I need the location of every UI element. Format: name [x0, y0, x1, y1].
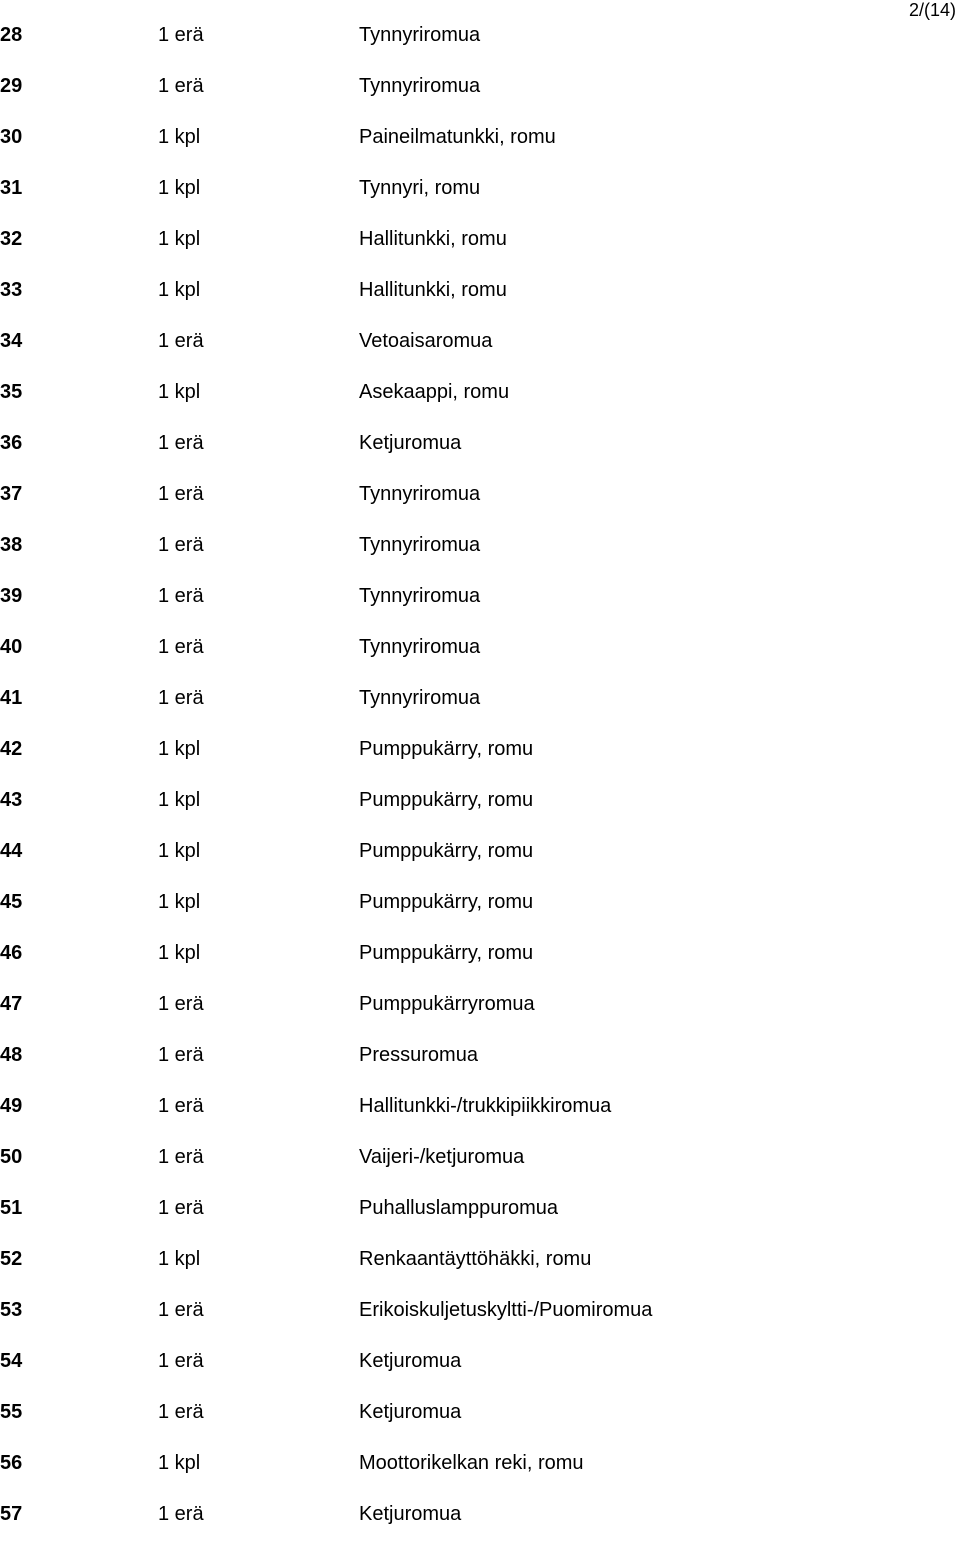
- item-number: 46: [0, 942, 23, 964]
- list-item: [0, 327, 960, 378]
- item-quantity: 1 kpl: [158, 1248, 201, 1270]
- item-quantity: 1 kpl: [158, 840, 201, 862]
- item-number: 39: [0, 585, 23, 607]
- item-number: 57: [0, 1503, 23, 1525]
- item-number: 30: [0, 126, 23, 148]
- item-description: Vetoaisaromua: [359, 330, 493, 352]
- item-quantity: 1 erä: [158, 1503, 204, 1525]
- item-quantity: 1 kpl: [158, 1452, 201, 1474]
- item-quantity: 1 erä: [158, 330, 204, 352]
- item-description: Hallitunkki-/trukkipiikkiromua: [359, 1095, 612, 1117]
- item-quantity: 1 kpl: [158, 177, 201, 199]
- item-description: Hallitunkki, romu: [359, 279, 507, 301]
- list-item: [0, 276, 960, 327]
- item-number: 45: [0, 891, 23, 913]
- item-description: Ketjuromua: [359, 432, 462, 454]
- item-number: 37: [0, 483, 23, 505]
- item-number: 50: [0, 1146, 23, 1168]
- item-number: 42: [0, 738, 23, 760]
- list-item: [0, 1296, 960, 1347]
- item-description: Vaijeri-/ketjuromua: [359, 1146, 525, 1168]
- page-number: 2/(14): [908, 0, 956, 20]
- item-description: Hallitunkki, romu: [359, 228, 507, 250]
- item-quantity: 1 erä: [158, 1146, 204, 1168]
- item-description: Tynnyriromua: [359, 24, 481, 46]
- item-quantity: 1 kpl: [158, 126, 201, 148]
- item-quantity: 1 erä: [158, 483, 204, 505]
- item-number: 32: [0, 228, 23, 250]
- list-item: [0, 1041, 960, 1092]
- item-description: Asekaappi, romu: [359, 381, 510, 403]
- item-description: Tynnyriromua: [359, 534, 481, 556]
- list-item: [0, 1194, 960, 1245]
- item-quantity: 1 erä: [158, 1044, 204, 1066]
- list-item: [0, 1449, 960, 1500]
- item-number: 31: [0, 177, 23, 199]
- list-item: [0, 684, 960, 735]
- item-description: Paineilmatunkki, romu: [359, 126, 556, 148]
- item-number: 38: [0, 534, 23, 556]
- item-number: 43: [0, 789, 23, 811]
- item-quantity: 1 erä: [158, 1095, 204, 1117]
- item-quantity: 1 kpl: [158, 381, 201, 403]
- item-number: 44: [0, 840, 23, 862]
- list-item: [0, 1092, 960, 1143]
- item-number: 35: [0, 381, 23, 403]
- item-description: Renkaantäyttöhäkki, romu: [359, 1248, 592, 1270]
- list-item: [0, 174, 960, 225]
- list-item: [0, 21, 960, 72]
- item-description: Tynnyriromua: [359, 585, 481, 607]
- list-item: [0, 633, 960, 684]
- item-description: Tynnyri, romu: [359, 177, 481, 199]
- item-quantity: 1 erä: [158, 993, 204, 1015]
- item-number: 53: [0, 1299, 23, 1321]
- list-item: [0, 990, 960, 1041]
- list-item: [0, 480, 960, 531]
- item-description: Pumppukärry, romu: [359, 738, 534, 760]
- list-item: [0, 123, 960, 174]
- item-description: Puhalluslamppuromua: [359, 1197, 559, 1219]
- item-number: 54: [0, 1350, 23, 1372]
- item-number: 40: [0, 636, 23, 658]
- item-number: 28: [0, 24, 23, 46]
- item-quantity: 1 erä: [158, 1299, 204, 1321]
- item-description: Tynnyriromua: [359, 483, 481, 505]
- list-item: [0, 429, 960, 480]
- item-number: 56: [0, 1452, 23, 1474]
- item-quantity: 1 erä: [158, 1350, 204, 1372]
- list-item: [0, 582, 960, 633]
- item-number: 36: [0, 432, 23, 454]
- item-quantity: 1 kpl: [158, 228, 201, 250]
- list-item: [0, 225, 960, 276]
- item-quantity: 1 erä: [158, 636, 204, 658]
- item-description: Ketjuromua: [359, 1401, 462, 1423]
- list-item: [0, 1500, 960, 1551]
- list-item: [0, 837, 960, 888]
- item-number: 55: [0, 1401, 23, 1423]
- item-description: Pressuromua: [359, 1044, 478, 1066]
- item-quantity: 1 erä: [158, 1197, 204, 1219]
- item-quantity: 1 erä: [158, 24, 204, 46]
- item-quantity: 1 erä: [158, 687, 204, 709]
- list-item: [0, 1398, 960, 1449]
- item-description: Erikoiskuljetuskyltti-/Puomiromua: [359, 1299, 653, 1321]
- item-description: Pumppukärryromua: [359, 993, 535, 1015]
- item-description: Pumppukärry, romu: [359, 891, 534, 913]
- list-item: [0, 1245, 960, 1296]
- item-number: 52: [0, 1248, 23, 1270]
- item-quantity: 1 erä: [158, 534, 204, 556]
- item-description: Ketjuromua: [359, 1503, 462, 1525]
- item-quantity: 1 erä: [158, 432, 204, 454]
- item-number: 41: [0, 687, 23, 709]
- item-number: 49: [0, 1095, 23, 1117]
- list-item: [0, 786, 960, 837]
- item-description: Moottorikelkan reki, romu: [359, 1452, 584, 1474]
- item-description: Tynnyriromua: [359, 75, 481, 97]
- item-quantity: 1 kpl: [158, 789, 201, 811]
- item-quantity: 1 kpl: [158, 279, 201, 301]
- item-description: Ketjuromua: [359, 1350, 462, 1372]
- item-description: Pumppukärry, romu: [359, 840, 534, 862]
- list-item: [0, 72, 960, 123]
- item-number: 47: [0, 993, 23, 1015]
- item-description: Pumppukärry, romu: [359, 789, 534, 811]
- list-item: [0, 378, 960, 429]
- item-list: [0, 21, 960, 1551]
- list-item: [0, 531, 960, 582]
- item-number: 51: [0, 1197, 23, 1219]
- item-quantity: 1 kpl: [158, 891, 201, 913]
- list-item: [0, 1143, 960, 1194]
- list-item: [0, 1347, 960, 1398]
- list-item: [0, 735, 960, 786]
- item-number: 29: [0, 75, 23, 97]
- item-quantity: 1 erä: [158, 1401, 204, 1423]
- item-number: 34: [0, 330, 23, 352]
- item-description: Pumppukärry, romu: [359, 942, 534, 964]
- item-quantity: 1 erä: [158, 585, 204, 607]
- item-description: Tynnyriromua: [359, 687, 481, 709]
- list-item: [0, 939, 960, 990]
- item-number: 48: [0, 1044, 23, 1066]
- item-quantity: 1 kpl: [158, 738, 201, 760]
- list-item: [0, 888, 960, 939]
- item-quantity: 1 erä: [158, 75, 204, 97]
- item-description: Tynnyriromua: [359, 636, 481, 658]
- item-number: 33: [0, 279, 23, 301]
- item-quantity: 1 kpl: [158, 942, 201, 964]
